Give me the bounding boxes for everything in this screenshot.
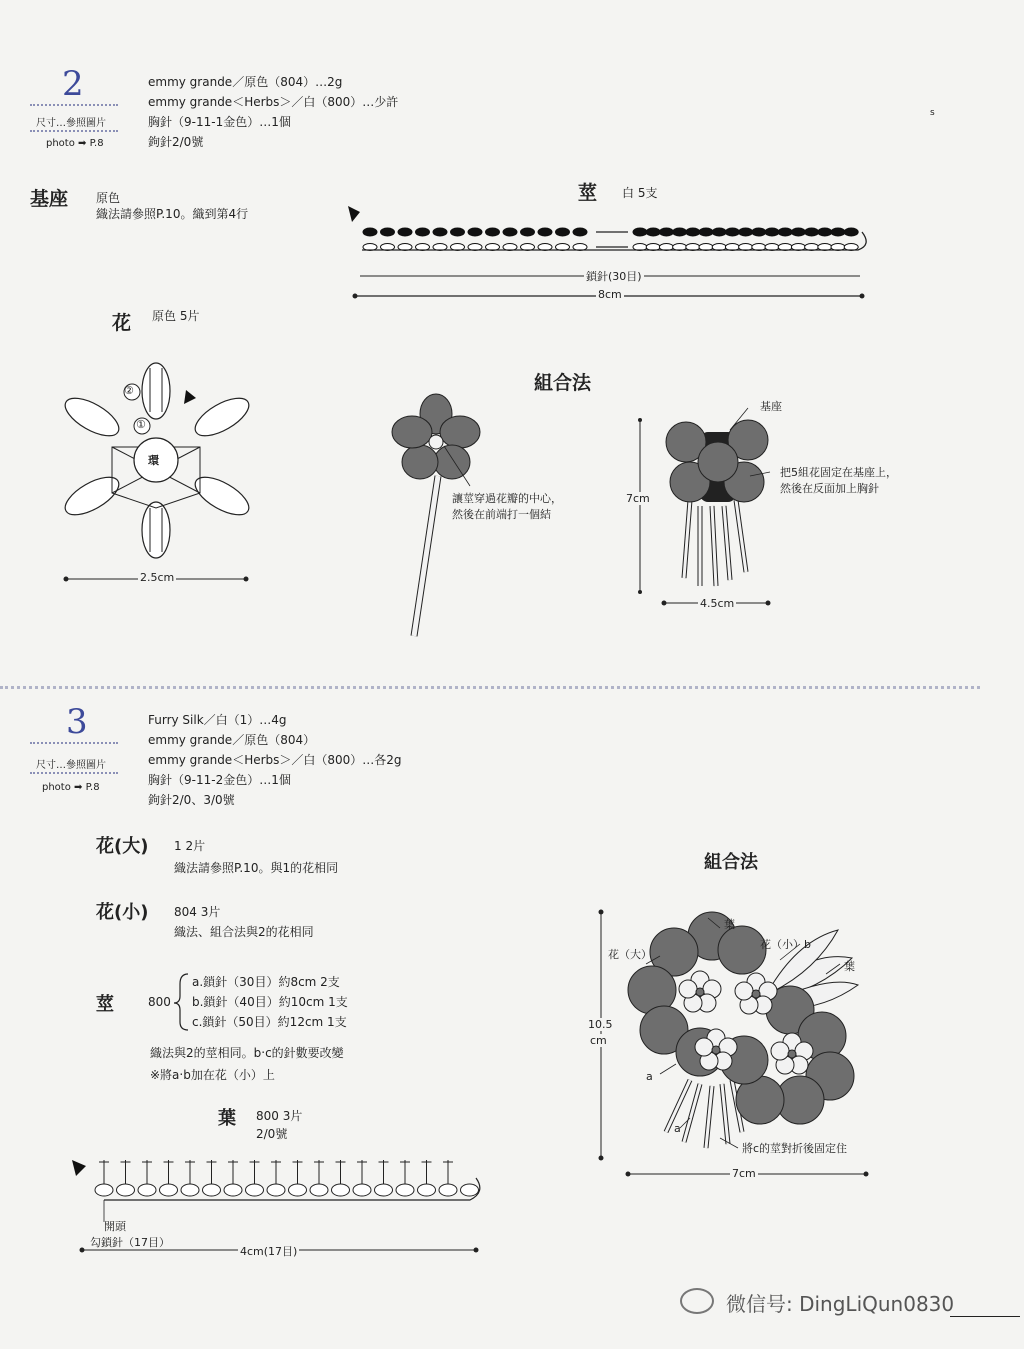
flower-small-title: 花(小): [96, 902, 149, 923]
assembly-note: 將c的莖對折後固定住: [742, 1142, 848, 1155]
base-label: 基座: [760, 400, 782, 413]
stem-note-2: ※將a‧b加在花（小）上: [150, 1068, 275, 1082]
flower-small-note: 織法、組合法與2的花相同: [174, 925, 314, 939]
stem-item: c.鎖針（50目）約12cm 1支: [192, 1015, 347, 1029]
flower-large-detail: 1 2片: [174, 839, 206, 853]
bouquet-height-unit: cm: [590, 1034, 607, 1047]
assembly-note-line2: 然後在前端打一個結: [452, 508, 551, 521]
stem-a-label: a: [646, 1070, 653, 1083]
stem-note-1: 織法與2的莖相同。b‧c的針數要改變: [150, 1046, 344, 1060]
bouquet-width: 7cm: [732, 1167, 756, 1180]
photo-reference: photo ➡ P.8: [46, 138, 104, 149]
page-mark: s: [930, 108, 935, 118]
flower-detail: 原色 5片: [152, 309, 200, 323]
stem-item: a.鎖針（30目）約8cm 2支: [192, 975, 340, 989]
size-reference: 尺寸…參照圖片: [36, 118, 106, 129]
size-reference: 尺寸…參照圖片: [36, 760, 106, 771]
assembly-note-line1: 讓莖穿過花瓣的中心，: [452, 492, 562, 505]
flower-large-title: 花(大): [96, 836, 149, 857]
brooch-width: 4.5cm: [700, 597, 735, 610]
ring-label: 環: [148, 454, 159, 467]
assembly-title: 組合法: [704, 852, 758, 873]
brooch-height: 7cm: [626, 492, 650, 505]
leaf-detail: 800 3片: [256, 1109, 303, 1123]
leaf-chain-label: 勾鎖針（17目）: [90, 1236, 170, 1249]
flower-large-note: 織法請參照P.10。與1的花相同: [174, 861, 339, 875]
assembly-note2-line1: 把5組花固定在基座上，: [780, 466, 897, 479]
stem-length: 8cm: [598, 288, 622, 301]
leaf-label-2: 葉: [844, 960, 855, 973]
assembly-title: 組合法: [534, 372, 592, 394]
material-item: emmy grande／原色（804）: [148, 733, 316, 747]
material-item: 鉤針2/0號: [148, 135, 204, 149]
stem-code: 800: [148, 995, 171, 1009]
leaf-hook: 2/0號: [256, 1127, 288, 1141]
bouquet-height-value: 10.5: [588, 1018, 613, 1031]
stem-a-label-2: a: [674, 1122, 681, 1135]
watermark: 微信号: DingLiQun0830: [726, 1292, 955, 1316]
section-3-number: 3: [66, 702, 88, 742]
photo-reference: photo ➡ P.8: [42, 782, 100, 793]
stem-detail: 白 5支: [622, 186, 658, 200]
material-item: emmy grande／原色（804）…2g: [148, 75, 343, 89]
section-2-number: 2: [62, 64, 84, 104]
assembly-note2-line2: 然後在反面加上胸針: [780, 482, 879, 495]
base-color: 原色: [96, 191, 121, 205]
stem-chain-label: 鎖針(30目): [586, 270, 642, 283]
material-item: emmy grande＜Herbs＞／白（800）…少許: [148, 95, 399, 109]
base-note: 織法請參照P.10。織到第4行: [96, 207, 249, 221]
material-item: 胸針（9-11-2金色）…1個: [148, 773, 291, 787]
flower-width: 2.5cm: [140, 571, 175, 584]
material-item: 胸針（9-11-1金色）…1個: [148, 115, 291, 129]
stem-title: 莖: [578, 182, 598, 204]
large-flower-label: 花（大）: [608, 948, 652, 961]
page-footer-line: [950, 1316, 1020, 1317]
small-flower-label: 花（小）b: [760, 938, 811, 951]
row-1-label: ①: [136, 418, 146, 431]
leaf-start-label: 開頭: [104, 1220, 126, 1233]
stem-title: 莖: [96, 994, 114, 1015]
flower-title: 花: [112, 312, 132, 334]
base-title: 基座: [30, 188, 69, 210]
row-2-label: ②: [124, 384, 134, 397]
leaf-title: 葉: [218, 1108, 236, 1129]
leaf-label: 葉: [724, 918, 735, 931]
material-item: emmy grande＜Herbs＞／白（800）…各2g: [148, 753, 402, 767]
material-item: 鉤針2/0、3/0號: [148, 793, 235, 807]
flower-small-detail: 804 3片: [174, 905, 221, 919]
leaf-length: 4cm(17目): [240, 1245, 298, 1258]
wechat-icon: [680, 1288, 714, 1314]
stem-item: b.鎖針（40目）約10cm 1支: [192, 995, 348, 1009]
material-item: Furry Silk／白（1）…4g: [148, 713, 287, 727]
